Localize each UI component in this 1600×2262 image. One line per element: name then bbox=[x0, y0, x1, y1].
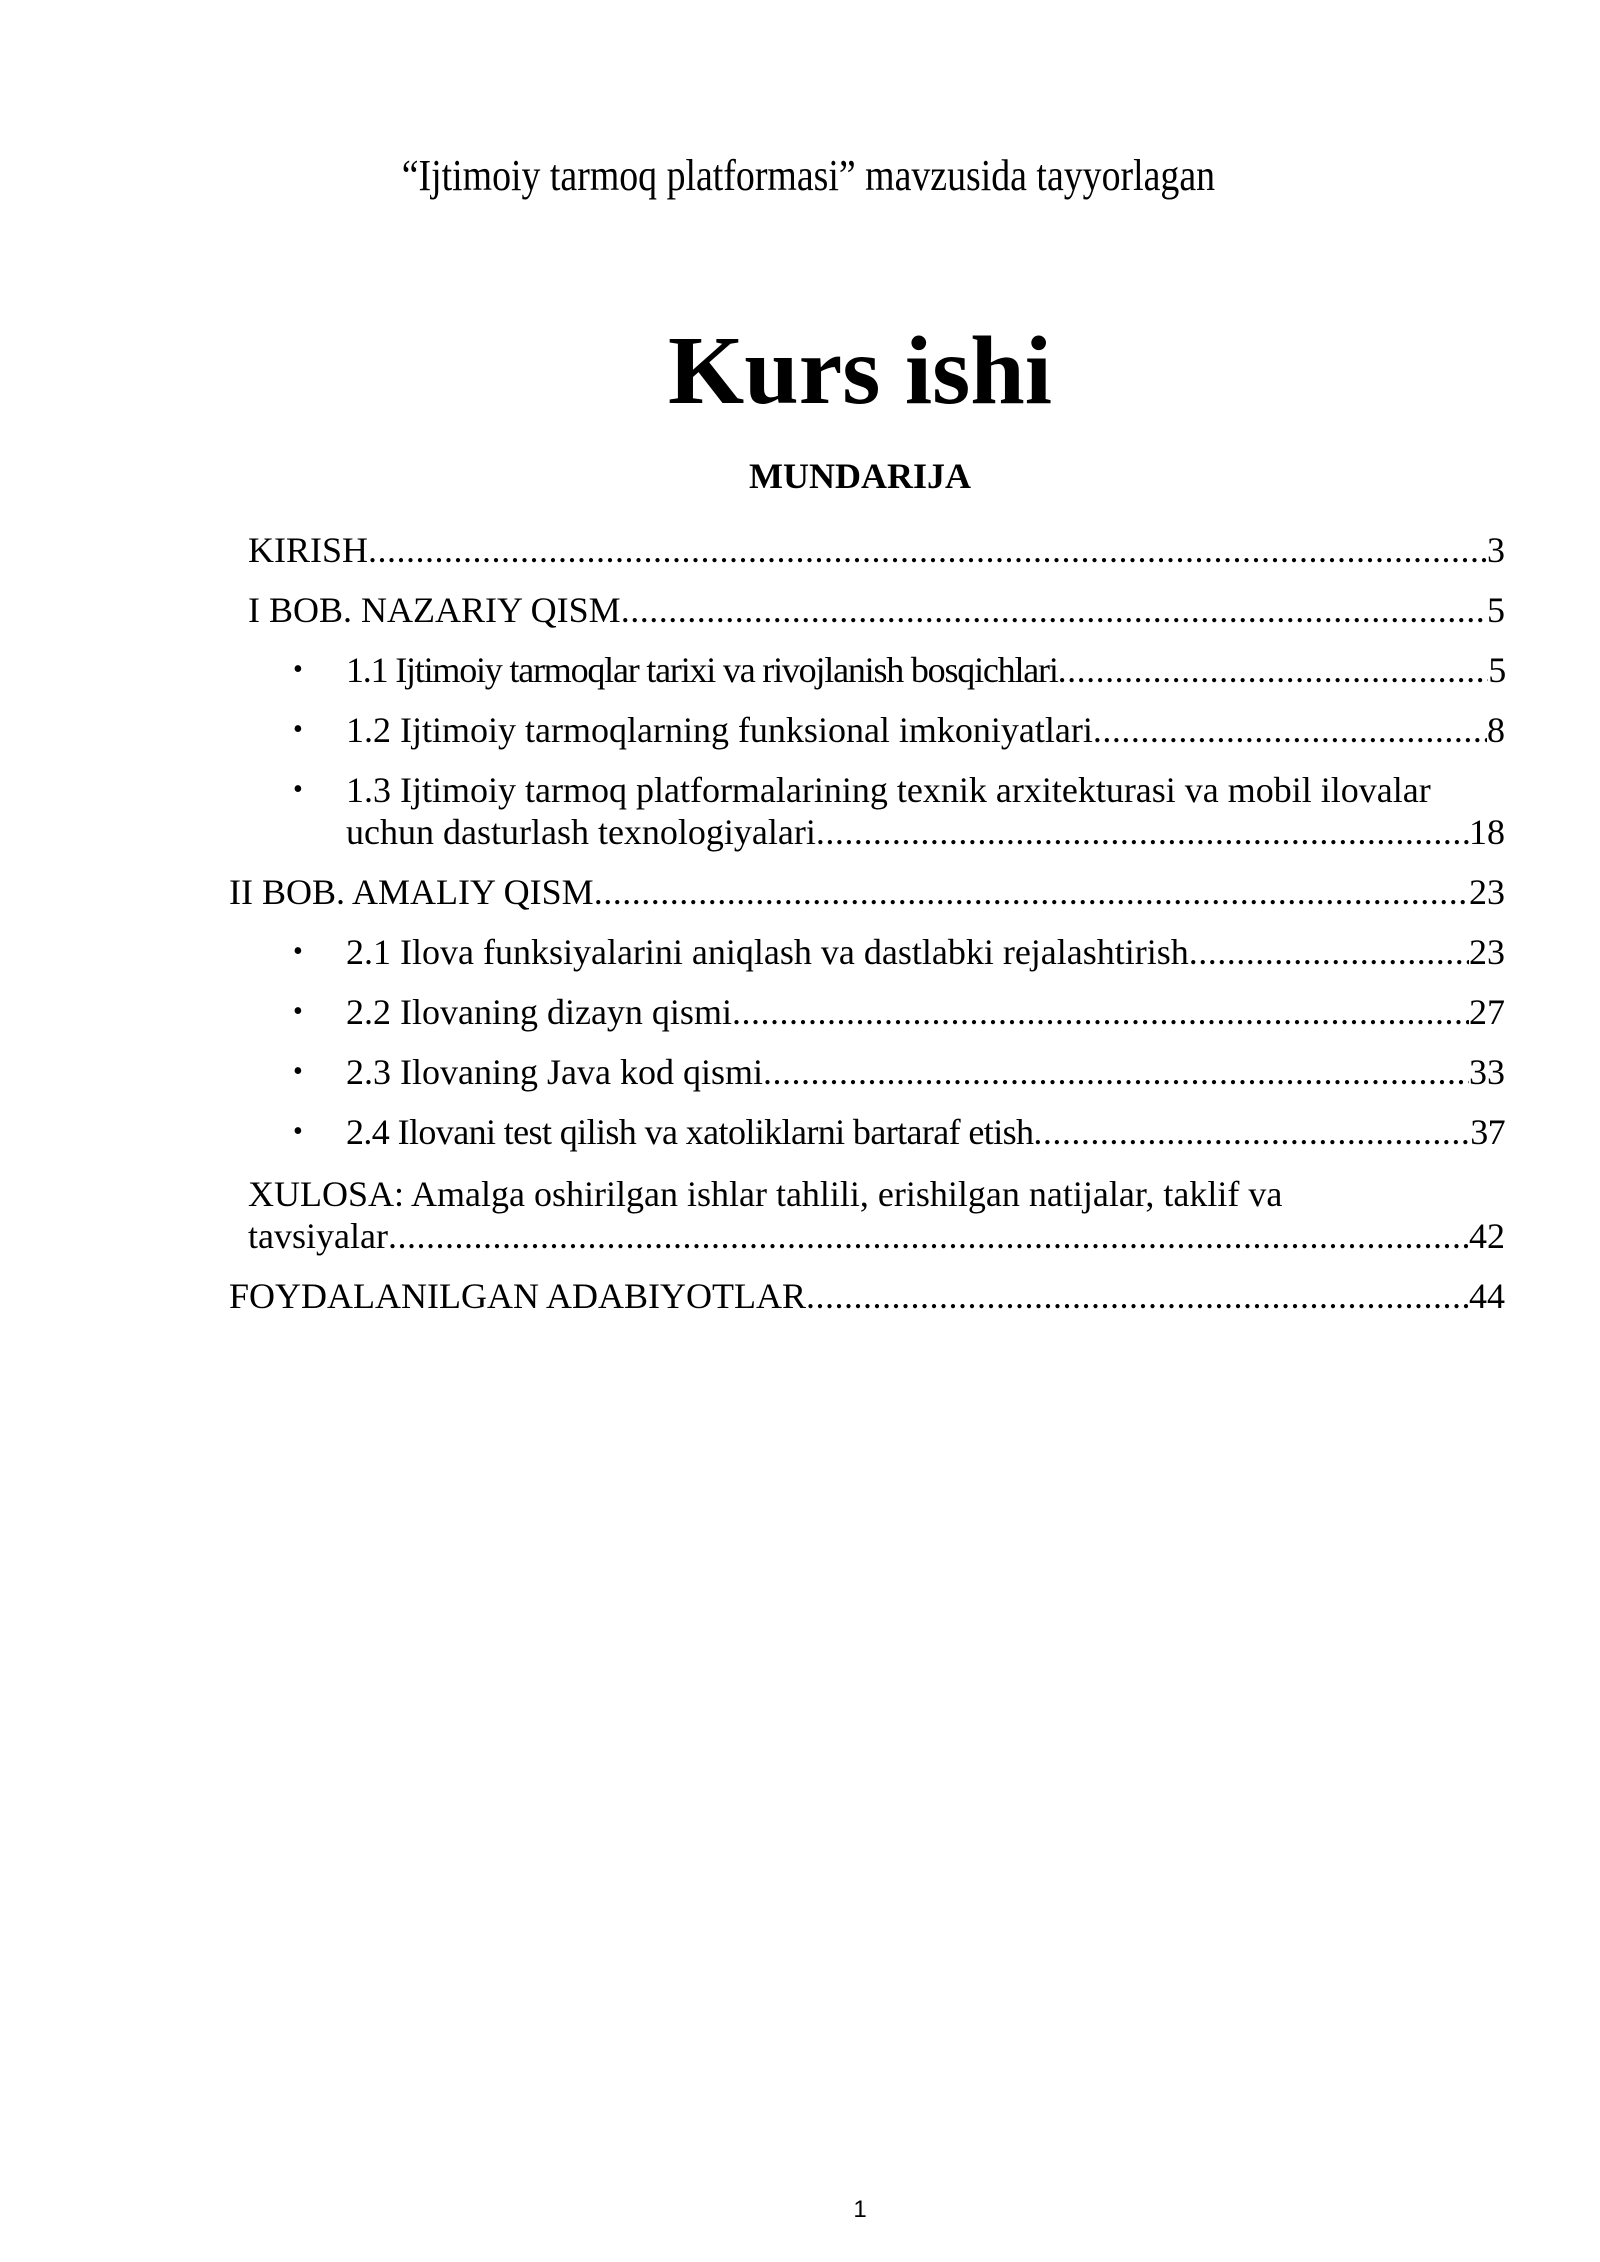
toc-entry-label: I BOB. NAZARIY QISM bbox=[248, 590, 621, 630]
toc-leader-dots bbox=[806, 1278, 1469, 1314]
toc-entry-page: 23 bbox=[1469, 932, 1505, 972]
toc-entry-page: 3 bbox=[1487, 530, 1505, 570]
toc-entry-page: 42 bbox=[1469, 1216, 1505, 1256]
toc-entry-bob-2[interactable] bbox=[229, 874, 1505, 910]
toc-entry-2-4[interactable] bbox=[346, 1114, 1505, 1150]
toc-entry-xulosa-line1[interactable]: XULOSA: Amalga oshirilgan ishlar tahlili, erishilgan natijalar, taklif va bbox=[248, 1174, 1283, 1214]
toc-entry-1-3-line1[interactable]: 1.3 Ijtimoiy tarmoq platformalarining texnik arxitekturasi va mobil ilovalar bbox=[346, 770, 1431, 810]
toc-entry-label: 2.4 Ilovani test qilish va xatoliklarni bartaraf etish bbox=[346, 1112, 1034, 1152]
toc-leader-dots bbox=[1189, 934, 1469, 970]
toc-entry-label: II BOB. AMALIY QISM bbox=[229, 872, 594, 912]
toc-entry-label: 1.1 Ijtimoiy tarmoqlar tarixi va rivojlanish bosqichlari bbox=[346, 650, 1058, 690]
toc-entry-page: 33 bbox=[1469, 1052, 1505, 1092]
toc-entry-page: 37 bbox=[1470, 1112, 1505, 1152]
toc-entry-2-1[interactable] bbox=[346, 934, 1505, 970]
bullet-icon: • bbox=[293, 774, 303, 805]
bullet-icon: • bbox=[293, 654, 303, 685]
toc-heading: MUNDARIJA bbox=[749, 456, 971, 496]
toc-entry-page: 18 bbox=[1469, 812, 1505, 852]
toc-entry-label: FOYDALANILGAN ADABIYOTLAR bbox=[229, 1276, 806, 1316]
document-subtitle: “Ijtimoiy tarmoq platformasi” mavzusida tayyorlagan bbox=[401, 151, 1216, 200]
bullet-icon: • bbox=[293, 936, 303, 967]
toc-entry-label: tavsiyalar bbox=[248, 1216, 388, 1256]
toc-entry-page: 44 bbox=[1469, 1276, 1505, 1316]
bullet-icon: • bbox=[293, 996, 303, 1027]
toc-entry-page: 5 bbox=[1487, 590, 1505, 630]
toc-entry-label: 2.2 Ilovaning dizayn qismi bbox=[346, 992, 732, 1032]
toc-entry-label: 2.1 Ilova funksiyalarini aniqlash va dastlabki rejalashtirish bbox=[346, 932, 1189, 972]
toc-entry-page: 27 bbox=[1469, 992, 1505, 1032]
toc-leader-dots bbox=[1058, 652, 1489, 688]
document-title: Kurs ishi bbox=[668, 317, 1052, 425]
toc-entry-2-2[interactable] bbox=[346, 994, 1505, 1030]
bullet-icon: • bbox=[293, 714, 303, 745]
toc-entry-1-3[interactable] bbox=[346, 814, 1505, 850]
toc-leader-dots bbox=[1093, 712, 1487, 748]
toc-entry-kirish[interactable] bbox=[248, 532, 1505, 568]
toc-entry-label: 1.2 Ijtimoiy tarmoqlarning funksional imkoniyatlari bbox=[346, 710, 1093, 750]
toc-leader-dots bbox=[1033, 1114, 1470, 1150]
toc-leader-dots bbox=[816, 814, 1469, 850]
toc-leader-dots bbox=[732, 994, 1469, 1030]
toc-entry-1-1[interactable] bbox=[346, 652, 1505, 688]
toc-entry-2-3[interactable] bbox=[346, 1054, 1505, 1090]
page-number: 1 bbox=[853, 2196, 867, 2223]
bullet-icon: • bbox=[293, 1056, 303, 1087]
toc-entry-page: 8 bbox=[1487, 710, 1505, 750]
bullet-icon: • bbox=[293, 1116, 303, 1147]
toc-entry-adabiyotlar[interactable] bbox=[229, 1278, 1505, 1314]
toc-leader-dots bbox=[388, 1218, 1469, 1254]
toc-entry-1-2[interactable] bbox=[346, 712, 1505, 748]
toc-leader-dots bbox=[594, 874, 1469, 910]
toc-entry-page: 23 bbox=[1469, 872, 1505, 912]
toc-entry-label: uchun dasturlash texnologiyalari bbox=[346, 812, 816, 852]
toc-entry-xulosa[interactable] bbox=[248, 1218, 1505, 1254]
toc-leader-dots bbox=[763, 1054, 1469, 1090]
toc-entry-page: 5 bbox=[1488, 650, 1505, 690]
toc-leader-dots bbox=[368, 532, 1487, 568]
toc-leader-dots bbox=[621, 592, 1487, 628]
toc-entry-label: 2.3 Ilovaning Java kod qismi bbox=[346, 1052, 763, 1092]
toc-entry-label: KIRISH bbox=[248, 530, 369, 570]
toc-entry-bob-1[interactable] bbox=[248, 592, 1505, 628]
